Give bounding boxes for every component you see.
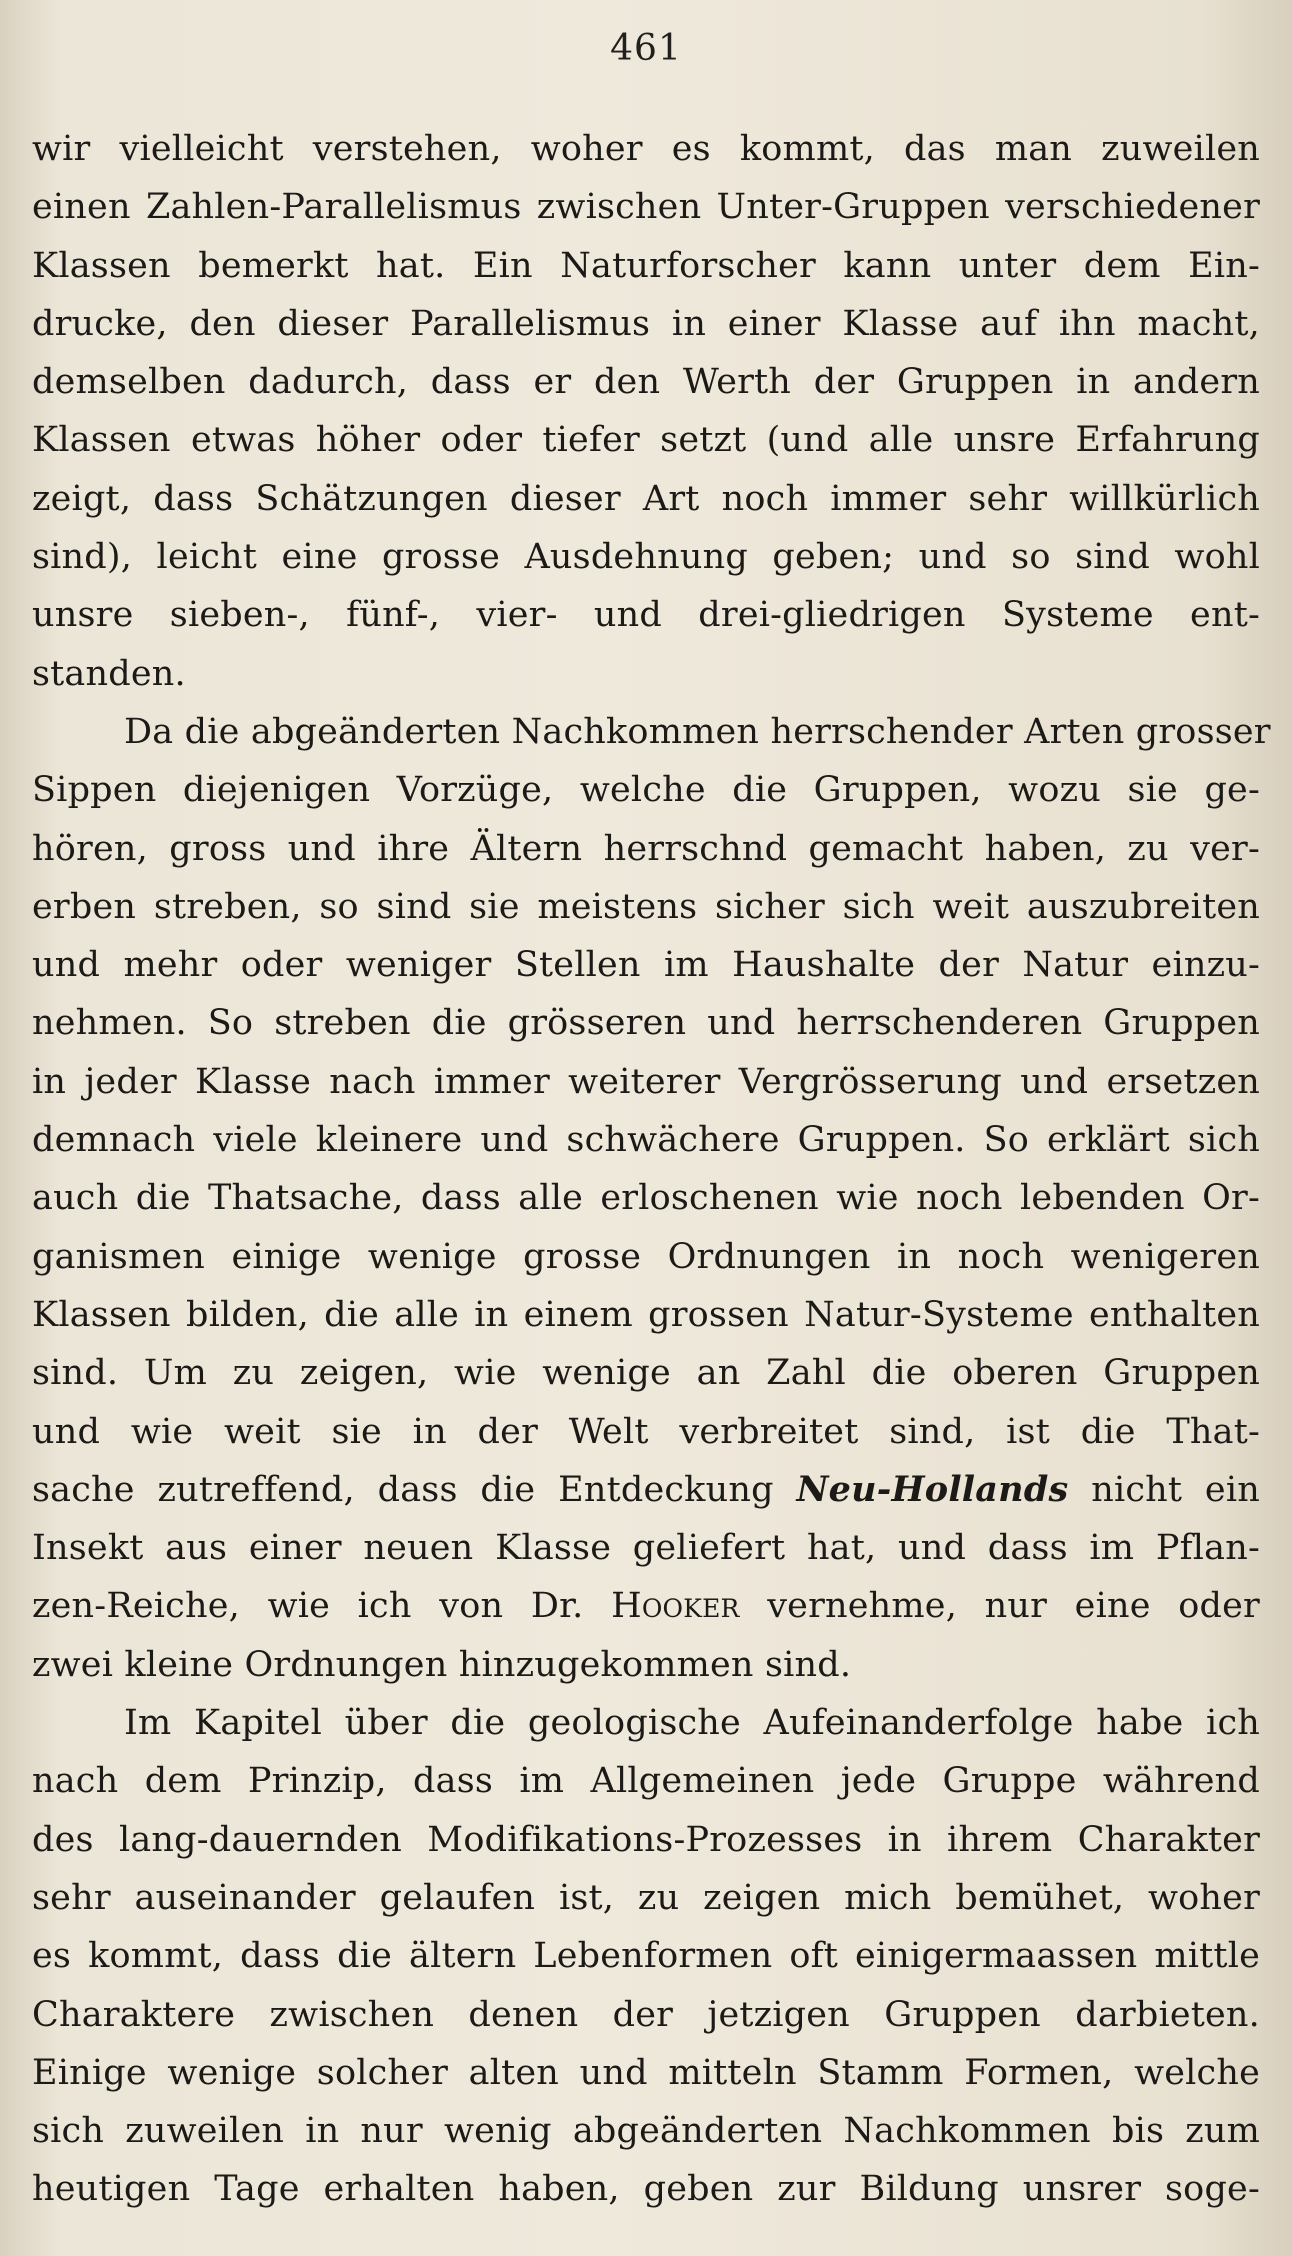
body-text — [32, 120, 1271, 2219]
text-segment: ganismen einige wenige grosse Ordnungen in noch wenigeren — [32, 1236, 1260, 1277]
text-line — [32, 645, 1260, 703]
text-line — [32, 703, 1271, 761]
text-segment: des lang-dauernden Modifikations-Prozesses in ihrem Charakter — [32, 1819, 1260, 1860]
text-segment: und mehr oder weniger Stellen im Haushalte der Natur einzu- — [32, 945, 1260, 986]
text-line — [32, 1286, 1260, 1344]
text-segment: nicht ein — [1068, 1469, 1260, 1510]
text-line — [32, 1869, 1260, 1927]
text-line — [32, 1519, 1260, 1577]
text-segment: Im Kapitel über die geologische Aufeinanderfolge habe ich — [124, 1703, 1260, 1744]
text-segment: zen-Reiche, wie ich von Dr. — [32, 1586, 612, 1627]
text-line — [32, 1752, 1260, 1810]
text-line — [32, 353, 1260, 411]
text-segment: wir vielleicht verstehen, woher es kommt, das man zuweilen — [32, 129, 1260, 169]
text-segment: und wie weit sie in der Welt verbreitet sind, ist die That- — [32, 1411, 1260, 1452]
text-segment: sache zutreffend, dass die Entdeckung — [32, 1469, 797, 1510]
text-segment: nehmen. So streben die grösseren und herrschenderen Gruppen — [32, 1003, 1260, 1044]
text-segment: auch die Thatsache, dass alle erloschenen wie noch lebenden Or- — [32, 1178, 1260, 1219]
text-segment: zwei kleine Ordnungen hinzugekommen sind. — [32, 1644, 852, 1685]
text-segment: sind), leicht eine grosse Ausdehnung geben; und so sind wohl — [32, 537, 1260, 578]
text-segment: unsre sieben-, fünf-, vier- und drei-gliedrigen Systeme ent- — [32, 595, 1260, 636]
text-line — [32, 2044, 1260, 2102]
text-segment: demselben dadurch, dass er den Werth der Gruppen in andern — [32, 362, 1260, 403]
text-segment: Klassen etwas höher oder tiefer setzt (und alle unsre Erfahrung — [32, 420, 1260, 461]
text-segment: Da die abgeänderten Nachkommen herrschender Arten grosser — [124, 711, 1271, 752]
text-segment: Einige wenige solcher alten und mitteln Stamm Formen, welche — [32, 2052, 1260, 2093]
text-segment: Charaktere zwischen denen der jetzigen Gruppen darbieten. — [32, 1994, 1260, 2035]
text-line — [32, 1169, 1260, 1227]
text-line — [32, 820, 1260, 878]
text-line — [32, 470, 1260, 528]
text-line — [32, 936, 1260, 994]
text-segment: Sippen diejenigen Vorzüge, welche die Gruppen, wozu sie ge- — [32, 770, 1260, 811]
text-segment: es kommt, dass die ältern Lebenformen oft einigermaassen mittle — [32, 1936, 1260, 1977]
text-segment: einen Zahlen-Parallelismus zwischen Unter-Gruppen verschiedener — [32, 187, 1260, 228]
text-line — [32, 878, 1260, 936]
text-line — [32, 2102, 1260, 2160]
text-line — [32, 1986, 1260, 2044]
text-line — [32, 528, 1260, 586]
text-line — [32, 1577, 1260, 1635]
text-segment: in jeder Klasse nach immer weiterer Vergrösserung und ersetzen — [32, 1061, 1260, 1102]
page-number: 461 — [610, 28, 682, 69]
text-segment: zeigt, dass Schätzungen dieser Art noch immer sehr willkürlich — [32, 478, 1260, 519]
text-line — [32, 1694, 1260, 1752]
text-line — [32, 1811, 1260, 1869]
text-segment: nach dem Prinzip, dass im Allgemeinen jede Gruppe während — [32, 1761, 1260, 1802]
text-segment: Insekt aus einer neuen Klasse geliefert hat, und dass im Pflan- — [32, 1528, 1260, 1569]
text-line — [32, 1053, 1260, 1111]
text-line — [32, 586, 1260, 644]
text-segment: Klassen bilden, die alle in einem grossen Natur-Systeme enthalten — [32, 1294, 1260, 1335]
text-segment: Klassen bemerkt hat. Ein Naturforscher kann unter dem Ein- — [32, 245, 1260, 286]
text-line — [32, 411, 1260, 469]
text-line — [32, 1636, 1260, 1694]
text-line — [32, 178, 1260, 236]
text-line — [32, 1461, 1260, 1519]
text-segment: sehr auseinander gelaufen ist, zu zeigen mich bemühet, woher — [32, 1877, 1260, 1918]
text-segment: hören, gross und ihre Ältern herrschnd gemacht haben, zu ver- — [32, 828, 1260, 869]
text-line — [32, 761, 1260, 819]
text-line — [32, 1111, 1260, 1169]
text-line — [32, 1403, 1260, 1461]
text-line — [32, 295, 1260, 353]
text-line — [32, 994, 1260, 1052]
text-segment: vernehme, nur eine oder — [739, 1586, 1260, 1627]
text-segment: sich zuweilen in nur wenig abgeänderten Nachkommen bis zum — [32, 2111, 1260, 2152]
text-segment: drucke, den dieser Parallelismus in einer Klasse auf ihn macht, — [32, 303, 1260, 344]
text-segment: erben streben, so sind sie meistens sicher sich weit auszubreiten — [32, 886, 1260, 927]
text-line — [32, 120, 1260, 178]
text-line — [32, 1344, 1260, 1402]
text-line — [32, 2160, 1260, 2218]
text-line — [32, 237, 1260, 295]
text-segment: heutigen Tage erhalten haben, geben zur Bildung unsrer soge- — [32, 2169, 1260, 2210]
text-segment: sind. Um zu zeigen, wie wenige an Zahl die oberen Gruppen — [32, 1353, 1260, 1394]
text-segment: demnach viele kleinere und schwächere Gruppen. So erklärt sich — [32, 1120, 1260, 1161]
author-name: Hooker — [611, 1586, 740, 1627]
text-line — [32, 1927, 1260, 1985]
italic-term: Neu-Hollands — [796, 1468, 1069, 1510]
text-segment: standen. — [32, 653, 186, 694]
text-line — [32, 1228, 1260, 1286]
